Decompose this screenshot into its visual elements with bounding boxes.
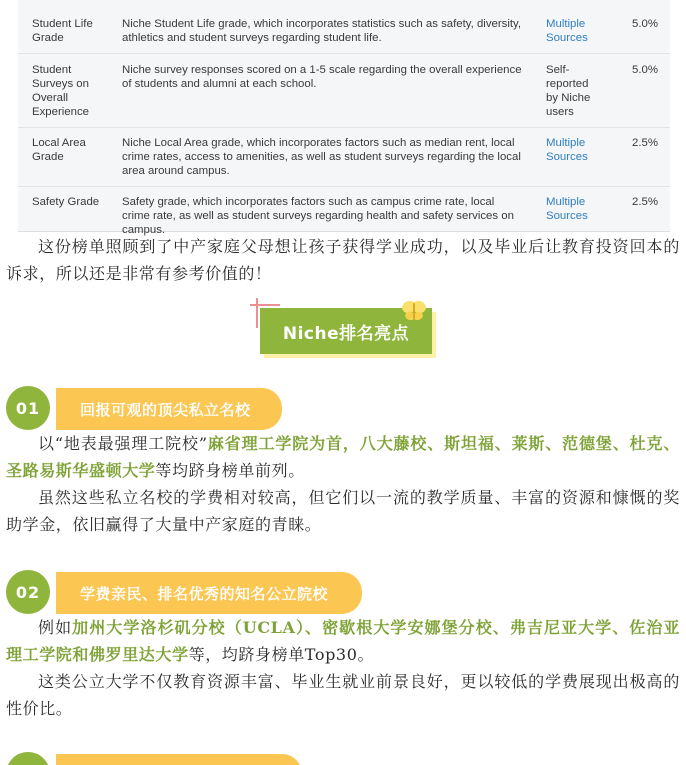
text-suffix: 等，均跻身榜单Top30。 bbox=[188, 645, 375, 664]
section-01-paragraph-2: 虽然这些私立名校的学费相对较高，但它们以一流的教学质量、丰富的资源和慷慨的奖助学金，依旧赢得了大量中产家庭的青睐。 bbox=[6, 488, 680, 534]
section-number-badge: 01 bbox=[6, 386, 50, 430]
section-header-02 bbox=[6, 570, 366, 618]
corner-decoration bbox=[256, 298, 258, 328]
weight-cell: 2.5% bbox=[632, 196, 658, 208]
section-header-01 bbox=[6, 386, 286, 434]
section-number-badge: 02 bbox=[6, 570, 50, 614]
text-prefix: 以“地表最强理工院校” bbox=[38, 434, 208, 453]
corner-decoration bbox=[250, 304, 280, 306]
section-header-03-partial bbox=[6, 752, 306, 765]
factor-cell: Local Area Grade bbox=[32, 137, 86, 163]
row-divider bbox=[18, 186, 670, 187]
factor-cell: Student Surveys on Overall Experience bbox=[32, 64, 89, 118]
section-title: 学费亲民、排名优秀的知名公立院校 bbox=[56, 572, 362, 614]
intro-paragraph: 这份榜单照顾到了中产家庭父母想让孩子获得学业成功，以及毕业后让教育投资回本的诉求，所以还是非常有参考价值的！ bbox=[6, 237, 680, 283]
factor-cell: Safety Grade bbox=[32, 196, 100, 208]
weight-cell: 2.5% bbox=[632, 137, 658, 149]
section-02-paragraph-2: 这类公立大学不仅教育资源丰富、毕业生就业前景良好，更以较低的学费展现出极高的性价比。 bbox=[6, 672, 680, 718]
highlighted-schools: 加州大学洛杉矶分校（UCLA）、密歇根大学安娜堡分校、弗吉尼亚大学、佐治亚理工学院和佛罗里达大学 bbox=[6, 618, 680, 664]
section-number-badge bbox=[6, 752, 50, 765]
section-title: 回报可观的顶尖私立名校 bbox=[56, 388, 282, 430]
ranking-factors-table bbox=[18, 0, 670, 236]
description-cell: Niche survey responses scored on a 1-5 scale regarding the overall experience of students and alumni at each school. bbox=[122, 64, 522, 90]
row-divider bbox=[18, 127, 670, 128]
description-cell: Niche Student Life grade, which incorporates statistics such as safety, diversity, athletics and student surveys regarding student life. bbox=[122, 18, 522, 44]
niche-highlights-header bbox=[250, 298, 440, 364]
row-divider bbox=[18, 53, 670, 54]
description-cell: Niche Local Area grade, which incorporates factors such as median rent, local crime rates, access to amenities, as well as student surveys regarding the local area around campus. bbox=[122, 137, 521, 177]
source-link[interactable]: Multiple Sources bbox=[546, 18, 588, 44]
text-suffix: 等均跻身榜单前列。 bbox=[155, 461, 305, 480]
weight-cell: 5.0% bbox=[632, 64, 658, 76]
section-02-paragraph-1 bbox=[6, 614, 680, 668]
section-01-paragraph-1 bbox=[6, 430, 680, 484]
section-title-bar bbox=[56, 754, 302, 765]
source-cell: Self-reported by Niche users bbox=[546, 64, 591, 118]
source-link[interactable]: Multiple Sources bbox=[546, 137, 588, 163]
text-prefix: 例如 bbox=[38, 618, 73, 637]
description-cell: Safety grade, which incorporates factors such as campus crime rate, local crime rate, as well as student surveys regarding health and safety services on campus. bbox=[122, 196, 514, 236]
niche-header-title: Niche排名亮点 bbox=[260, 308, 432, 354]
source-link[interactable]: Multiple Sources bbox=[546, 196, 588, 222]
factor-cell: Student Life Grade bbox=[32, 18, 93, 44]
weight-cell: 5.0% bbox=[632, 18, 658, 30]
butterfly-icon bbox=[400, 298, 428, 324]
highlighted-schools: 麻省理工学院为首，八大藤校、斯坦福、莱斯、范德堡、杜克、圣路易斯华盛顿大学 bbox=[6, 434, 680, 480]
